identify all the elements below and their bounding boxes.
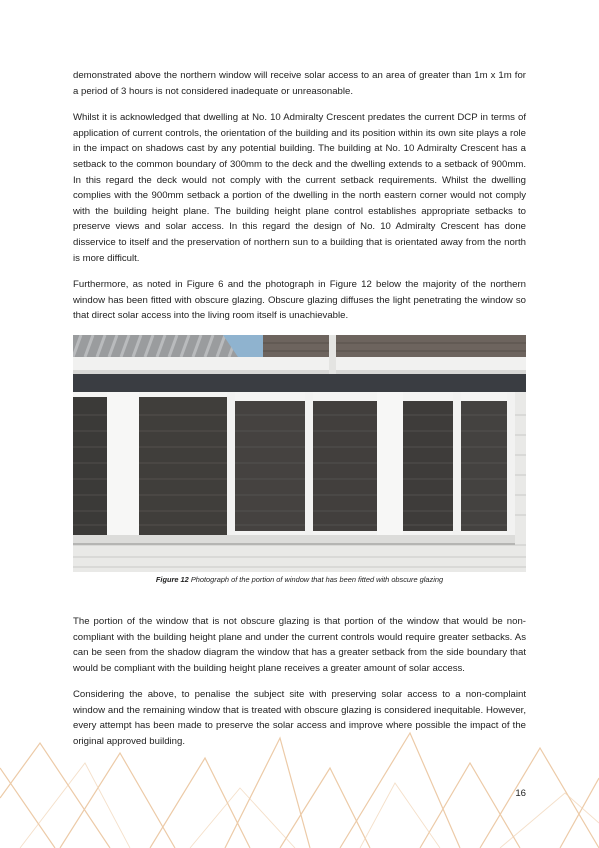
window-photograph <box>73 335 526 572</box>
figure-12 <box>73 335 526 584</box>
paragraph-1: demonstrated above the northern window will receive solar access to an area of greater than 1m x 1m for a period of 3 hours is not considered inadequate or unreasonable. <box>73 70 526 97</box>
paragraph-2: Whilst it is acknowledged that dwelling at No. 10 Admiralty Crescent predates the current DCP in terms of application of current controls, the orientation of the building and its position within its own site plays a role in the impact on shadows cast by any potential building. The building at No. 10 Admiralty Crescent has a setback to the common boundary of 300mm to the deck and the dwelling extends to a setback of 900mm. In this regard the deck would not comply with the current setback requirements. Whilst the dwelling complies with the 900mm setback a portion of the dwelling in the north eastern corner would not comply with the building height plane. The building height plane control establishes appropriate setbacks to preserve views and solar access. In this regard the design of No. 10 Admiralty Crescent has done disservice to itself and the preservation of northern sun to a building that is orientated away from the north is more difficult. <box>73 112 526 264</box>
figure-label: Figure 12 <box>155 574 189 584</box>
page-number: 16 <box>515 788 526 799</box>
page-content <box>73 68 526 761</box>
paragraph-3: Furthermore, as noted in Figure 6 and the photograph in Figure 12 below the majority of the northern window has been fitted with obscure glazing. Obscure glazing diffuses the light penetrating the window so that direct solar access into the living room itself is unachievable. <box>73 279 526 322</box>
paragraph-5: Considering the above, to penalise the subject site with preserving solar access to a non-complaint window and the remaining window that is treated with obscure glazing is considered inequitable. However, every attempt has been made to preserve the solar access and improve where possible the impact of the original approved building. <box>73 689 526 748</box>
figure-caption-text: Photograph of the portion of window that has been fitted with obscure glazing <box>188 574 444 584</box>
figure-caption <box>73 575 526 584</box>
paragraph-4: The portion of the window that is not obscure glazing is that portion of the window that would be non-compliant with the building height plane and under the current controls would require greater setbacks. As can be seen from the shadow diagram the window that has a greater setback from the side boundary that would be compliant with the building height plane receives a greater amount of solar access. <box>73 615 526 674</box>
